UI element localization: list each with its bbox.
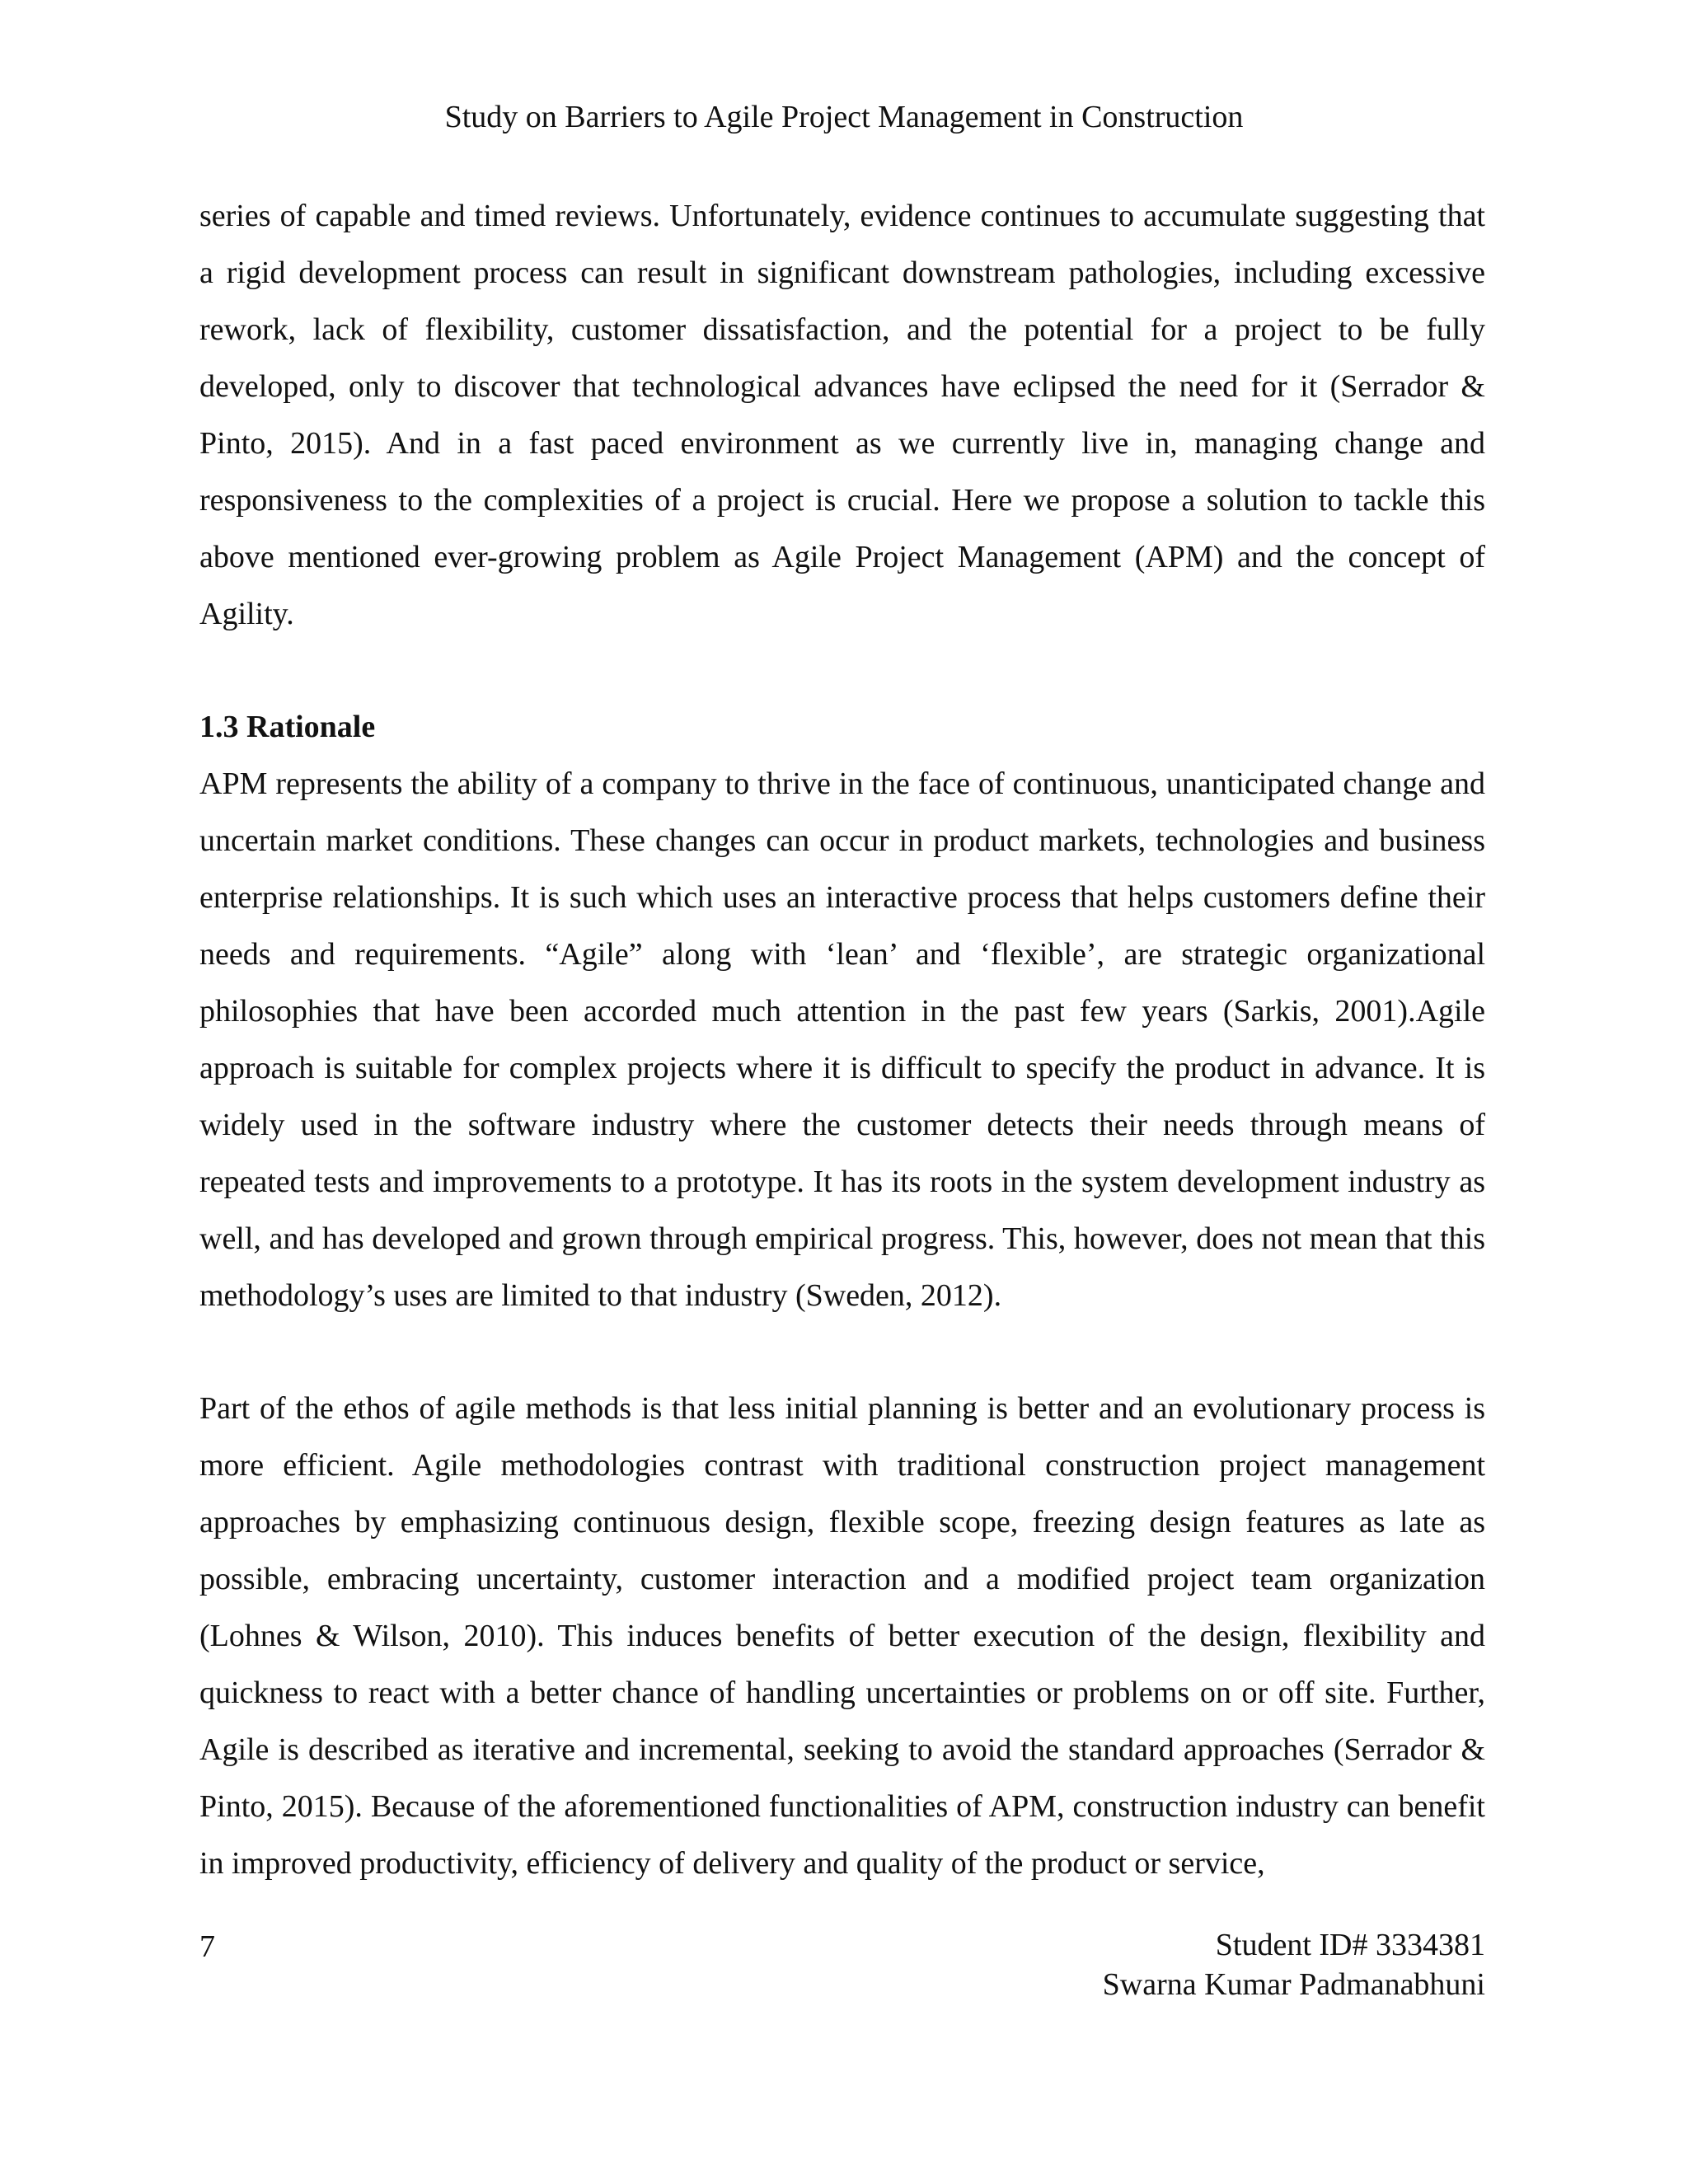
- body-paragraph-3: Part of the ethos of agile methods is that less initial planning is better and an evolutionary process is more efficient. Agile methodologies contrast with traditional construction project management approaches by emphasizing continuous design, flexible scope, freezing design features as late as possible, embracing uncertainty, customer interaction and a modified project team organization (Lohnes & Wilson, 2010). This induces benefits of better execution of the design, flexibility and quickness to react with a better chance of handling uncertainties or problems on or off site. Further, Agile is described as iterative and incremental, seeking to avoid the standard approaches (Serrador & Pinto, 2015). Because of the aforementioned functionalities of APM, construction industry can benefit in improved productivity, efficiency of delivery and quality of the product or service,: [199, 1391, 1485, 1881]
- body-paragraph-1: series of capable and timed reviews. Unfortunately, evidence continues to accumulate suggesting that a rigid development process can result in significant downstream pathologies, including excessive rework, lack of flexibility, customer dissatisfaction, and the potential for a project to be fully developed, only to discover that technological advances have eclipsed the need for it (Serrador & Pinto, 2015). And in a fast paced environment as we currently live in, managing change and responsiveness to the complexities of a project is crucial. Here we propose a solution to tackle this above mentioned ever-growing problem as Agile Project Management (APM) and the concept of Agility.: [199, 199, 1485, 631]
- running-header-title: Study on Barriers to Agile Project Management in Construction: [444, 100, 1244, 134]
- author-name: Swarna Kumar Padmanabhuni: [1102, 1967, 1485, 2002]
- body-paragraph-2: APM represents the ability of a company to thrive in the face of continuous, unanticipated change and uncertain market conditions. These changes can occur in product markets, technologies and business enterprise relationships. It is such which uses an interactive process that helps customers define their needs and requirements. “Agile” along with ‘lean’ and ‘flexible’, are strategic organizational philosophies that have been accorded much attention in the past few years (Sarkis, 2001).Agile approach is suitable for complex projects where it is difficult to specify the product in advance. It is widely used in the software industry where the customer detects their needs through means of repeated tests and improvements to a prototype. It has its roots in the system development industry as well, and has developed and grown through empirical progress. This, however, does not mean that this methodology’s uses are limited to that industry (Sweden, 2012).: [199, 766, 1485, 1313]
- section-heading-rationale: 1.3 Rationale: [199, 710, 376, 744]
- student-id: Student ID# 3334381: [1215, 1928, 1485, 1962]
- footer-author-block: [1103, 1925, 1485, 2004]
- page-number: 7: [199, 1929, 215, 1964]
